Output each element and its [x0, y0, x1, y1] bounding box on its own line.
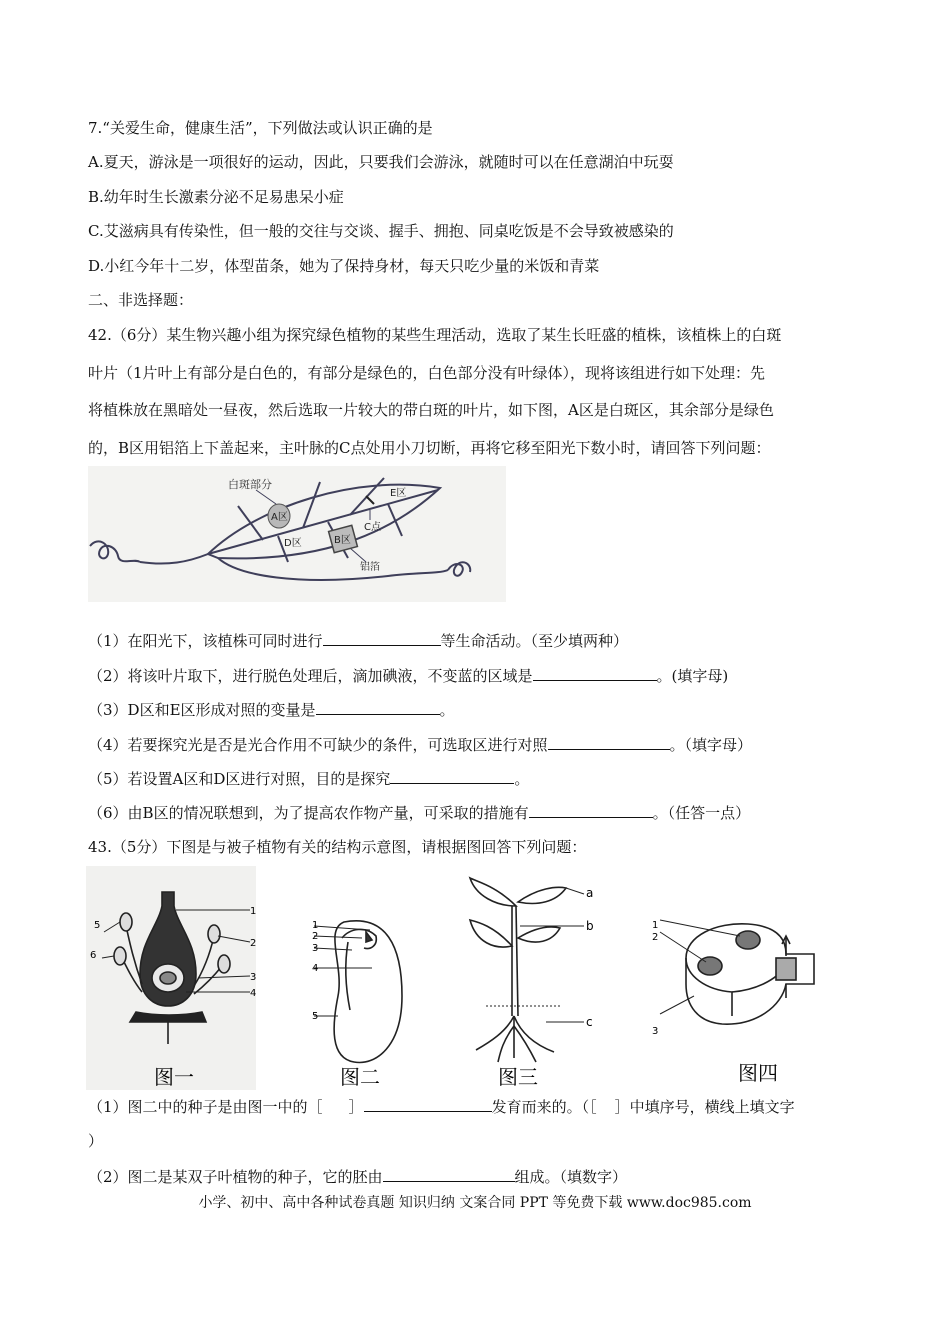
figure-4-leaf-section [660, 920, 814, 1024]
label-c: C点 [364, 522, 381, 533]
fig2-label-5: 5 [312, 1011, 319, 1022]
fig3-title: 图三 [498, 1065, 538, 1089]
q7-option-b: B.幼年时生长激素分泌不足易患呆小症 [88, 188, 344, 206]
fig4-label-3: 3 [652, 1026, 659, 1037]
leaf-figure [88, 466, 506, 602]
q43-sub-1-text: （1）图二中的种子是由图一中的［ [88, 1098, 323, 1116]
fig1-label-6: 6 [90, 950, 97, 961]
q42-sub-2 [88, 665, 728, 686]
label-a: A区 [271, 512, 288, 523]
q7-option-a: A.夏天，游泳是一项很好的运动，因此，只要我们会游泳，就随时可以在任意湖泊中玩耍 [88, 153, 674, 171]
q42-sub-3-suffix: 。 [439, 701, 455, 719]
fig3-label-a: a [586, 886, 594, 900]
fig2-label-1: 1 [312, 920, 319, 931]
q42-sub-4-suffix: 。（填字母） [669, 736, 753, 754]
fig1-title: 图一 [154, 1065, 194, 1089]
q42-sub-5-suffix: 。 [514, 770, 530, 788]
q42-sub-5-text: （5）若设置A区和D区进行对照，目的是探究 [88, 770, 391, 788]
cut-point-mark [366, 496, 374, 504]
q42-sub-2-text: （2）将该叶片取下，进行脱色处理后，滴加碘液，不变蓝的区域是 [88, 667, 533, 685]
fig1-label-2: 2 [250, 938, 257, 949]
leaf-drawing [88, 466, 506, 602]
label-white-spot: 白斑部分 [228, 478, 272, 491]
q42-stem-line-4: 的，B区用铝箔上下盖起来，主叶脉的C点处用小刀切断，再将它移至阳光下数小时，请回答下列问题： [88, 439, 771, 457]
q43-stem: 43.（5分）下图是与被子植物有关的结构示意图，请根据图回答下列问题： [88, 838, 587, 856]
q42-sub-3 [88, 699, 455, 720]
q7-option-d: D.小红今年十二岁，体型苗条，她为了保持身材，每天只吃少量的米饭和青菜 [88, 257, 600, 275]
answer-blank[interactable] [529, 802, 653, 818]
label-d: D区 [284, 538, 302, 549]
q42-sub-5 [88, 768, 529, 789]
fig3-label-b: b [586, 919, 594, 933]
section-heading: 二、非选择题： [88, 291, 194, 309]
fig2-label-3: 3 [312, 943, 319, 954]
answer-blank[interactable] [533, 665, 657, 681]
q42-sub-6-suffix: 。（任答一点） [652, 804, 751, 822]
page-footer: 小学、初中、高中各种试卷真题 知识归纳 文案合同 PPT 等免费下载 www.doc985.com [198, 1195, 752, 1211]
answer-blank[interactable] [390, 768, 514, 784]
plant-figures [86, 866, 816, 1090]
q43-sub-1-instruction: ］中填序号，横线上填文字 [614, 1098, 795, 1116]
q42-sub-3-text: （3）D区和E区形成对照的变量是 [88, 701, 316, 719]
q43-sub-1-suffix: 发育而来的。（［ [491, 1098, 597, 1116]
q7-option-c: C.艾滋病具有传染性，但一般的交往与交谈、握手、拥抱、同桌吃饭是不会导致被感染的 [88, 222, 674, 240]
fig2-label-4: 4 [312, 963, 319, 974]
q42-sub-4 [88, 734, 752, 755]
figure-2-seed [314, 921, 402, 1063]
q42-sub-6-text: （6）由B区的情况联想到，为了提高农作物产量，可采取的措施有 [88, 804, 529, 822]
answer-blank[interactable] [383, 1166, 515, 1182]
q42-sub-2-suffix: 。(填字母) [656, 667, 729, 685]
q42-stem-line-1: 42.（6分）某生物兴趣小组为探究绿色植物的某些生理活动，选取了某生长旺盛的植株，该植株上的白斑 [88, 326, 782, 344]
answer-blank[interactable] [323, 630, 441, 646]
fig1-label-4: 4 [250, 988, 257, 999]
q7-stem: 7.“关爱生命，健康生活”，下列做法或认识正确的是 [88, 119, 433, 137]
q43-sub-1-wrap: ） [88, 1132, 104, 1150]
answer-blank[interactable] [316, 699, 440, 715]
q43-sub-1 [88, 1096, 795, 1117]
fig1-label-1: 1 [250, 906, 257, 917]
q43-sub-2-text: （2）图二是某双子叶植物的种子，它的胚由 [88, 1168, 383, 1186]
label-e: E区 [390, 488, 407, 499]
q42-sub-4-text: （4）若要探究光是否是光合作用不可缺少的条件，可选取区进行对照 [88, 736, 548, 754]
q42-stem-line-3: 将植株放在黑暗处一昼夜，然后选取一片较大的带白斑的叶片，如下图，A区是白斑区，其余部分是绿色 [88, 401, 774, 419]
q42-sub-6 [88, 802, 750, 823]
q43-sub-2 [88, 1166, 627, 1187]
q42-sub-1 [88, 630, 628, 651]
fig3-label-c: c [586, 1015, 593, 1029]
figure-3-seedling [470, 878, 584, 1062]
fig2-title: 图二 [340, 1065, 380, 1089]
fig2-label-2: 2 [312, 931, 319, 942]
answer-blank[interactable] [548, 734, 670, 750]
q43-sub-1-bracket-close: ］ [348, 1098, 364, 1116]
fig4-title: 图四 [738, 1061, 778, 1085]
q42-sub-1-suffix: 等生命活动。（至少填两种） [440, 632, 629, 650]
fig4-label-2: 2 [652, 932, 659, 943]
fig4-label-1: 1 [652, 920, 659, 931]
label-b: B区 [334, 535, 351, 546]
answer-blank[interactable] [364, 1096, 492, 1112]
fig1-label-5: 5 [94, 920, 101, 931]
q43-sub-2-suffix: 组成。（填数字） [514, 1168, 628, 1186]
label-foil: 铝箔 [360, 562, 380, 573]
q42-stem-line-2: 叶片（1片叶上有部分是白色的，有部分是绿色的，白色部分没有叶绿体），现将该组进行如下处理：先 [88, 364, 766, 382]
q42-sub-1-text: （1）在阳光下，该植株可同时进行 [88, 632, 323, 650]
fig1-label-3: 3 [250, 972, 257, 983]
